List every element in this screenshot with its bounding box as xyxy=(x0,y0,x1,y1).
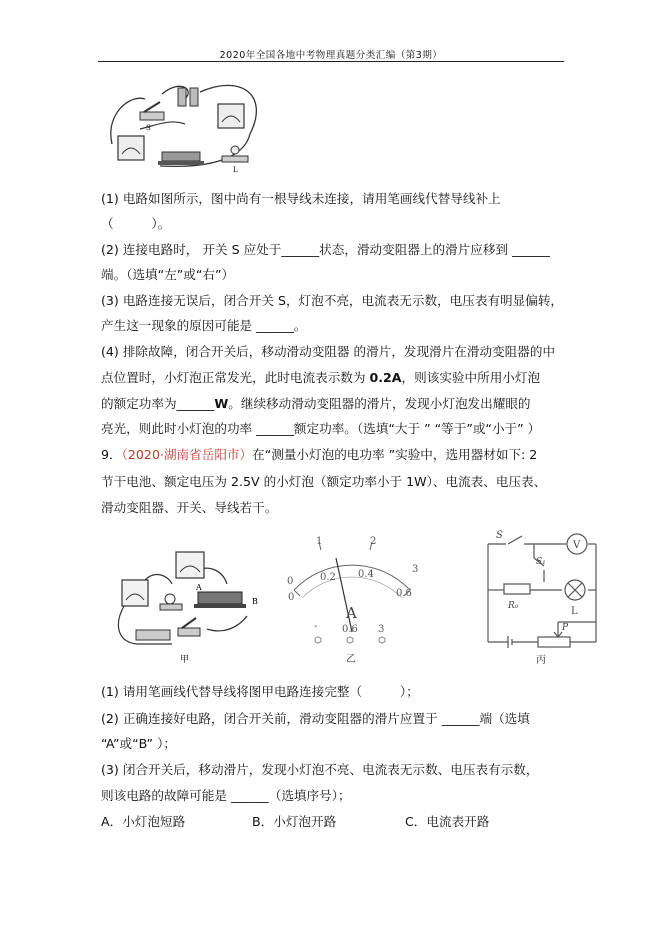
q8-circuit-figure xyxy=(100,74,270,174)
q8-part4-b xyxy=(101,370,540,386)
q8-part2-a: (2) 连接电路时， 开关 S 应处于______状态，滑动变阻器上的滑片应移到 ______ xyxy=(101,242,550,257)
yi-tick-bottom-1: 0.2 xyxy=(320,572,336,583)
q8-part2-b: 端。（选填“左”或“右”） xyxy=(101,267,235,282)
q9-intro-c: 滑动变阻器、开关、导线若干。 xyxy=(101,500,278,515)
bing-label-v: V xyxy=(573,540,581,551)
q9-figure-bing-circuit xyxy=(478,524,606,666)
yi-caption: 乙 xyxy=(346,654,356,665)
yi-tick-top-0: 0 xyxy=(287,576,294,587)
q9-number: 9． xyxy=(101,447,122,462)
q8-part4-c-text2: 。继续移动滑动变阻器的滑片，发现小灯泡发出耀眼的 xyxy=(228,396,531,411)
bing-label-r0: R₀ xyxy=(508,601,519,611)
yi-tick-top-2: 2 xyxy=(370,536,377,547)
q8-part1: (1) 电路如图所示，图中尚有一根导线未连接，请用笔画线代替导线补上 xyxy=(101,191,501,206)
q8-power-unit: W xyxy=(214,396,229,411)
jia-label-a: A xyxy=(196,583,202,592)
q8-part4-d: 亮光，则此时小灯泡的功率 ______额定功率。（选填“大于 ” “等于”或“小于” ） xyxy=(101,421,541,436)
q8-part4-b-text2: ，则该实验中所用小灯泡 xyxy=(401,370,541,385)
q9-part1: (1) 请用笔画线代替导线将图甲电路连接完整（ ）； xyxy=(101,684,419,699)
bing-label-p: P xyxy=(562,623,569,633)
q9-part3-b: 则该电路的故障可能是 ______（选填序号）； xyxy=(101,788,351,803)
q9-option-c: C．电流表开路 xyxy=(405,814,490,829)
q9-intro-text: 在“测量小灯泡的电功率 ”实验中，选用器材如下: 2 xyxy=(252,447,538,462)
jia-caption: 甲 xyxy=(180,655,190,664)
q9-figure-jia xyxy=(112,544,264,664)
jia-label-b: B xyxy=(252,597,258,606)
q9-figure-yi-ammeter xyxy=(272,534,432,666)
yi-tick-top-1: 1 xyxy=(316,536,323,547)
q8-part4-a: (4) 排除故障，闭合开关后，移动滑动变阻器 的滑片，发现滑片在滑动变阻器的中 xyxy=(101,344,556,359)
q8-part4-b-text1: 点位置时，小灯泡正常发光，此时电流表示数为 xyxy=(101,370,370,385)
lamp-label-l: L xyxy=(233,166,238,174)
q8-part3-b: 产生这一现象的原因可能是 ______。 xyxy=(101,318,307,333)
header-rule xyxy=(98,61,564,62)
page-header: 2020年全国各地中考物理真题分类汇编（第3期） xyxy=(219,50,443,61)
q9-part2-b: “A”或“B” ）； xyxy=(101,736,176,751)
yi-terminal-3: 3 xyxy=(378,624,385,635)
q8-part3-a: (3) 电路连接无误后，闭合开关 S，灯泡不亮，电流表无示数，电压表有明显偏转， xyxy=(101,293,564,308)
q9-intro-a xyxy=(101,447,537,463)
q8-part4-c-text1: 的额定功率为______ xyxy=(101,396,215,411)
q9-option-b: B．小灯泡开路 xyxy=(252,814,337,829)
q9-source: （2020·湖南省岳阳市） xyxy=(121,447,253,462)
switch-label-s: S xyxy=(146,124,151,132)
q8-current-value: 0.2A xyxy=(369,370,402,385)
q9-part3-a: (3) 闭合开关后，移动滑片，发现小灯泡不亮、电流表无示数、电压表有示数， xyxy=(101,762,539,777)
q8-part1-blank: （ ）。 xyxy=(101,216,171,231)
q9-part2-a: (2) 正确连接好电路，闭合开关前，滑动变阻器的滑片应置于 ______端（选填 xyxy=(101,711,530,726)
yi-terminal-minus: - xyxy=(314,621,318,632)
yi-tick-top-3: 3 xyxy=(412,564,419,575)
yi-unit-a: A xyxy=(346,604,357,622)
q9-option-a: A．小灯泡短路 xyxy=(101,814,186,829)
yi-terminal-06: 0.6 xyxy=(342,624,358,635)
yi-tick-bottom-0: 0 xyxy=(288,592,295,603)
q9-intro-b: 节干电池、额定电压为 2.5V 的小灯泡（额定功率小于 1W）、电流表、电压表、 xyxy=(101,474,547,489)
bing-caption: 丙 xyxy=(536,655,546,666)
bing-label-l: L xyxy=(571,606,578,617)
yi-tick-bottom-2: 0.4 xyxy=(358,569,374,580)
bing-label-s: S xyxy=(496,530,503,541)
q8-part4-c xyxy=(101,396,531,412)
yi-tick-bottom-3: 0.6 xyxy=(396,588,412,599)
bing-label-s1: S₁ xyxy=(536,557,546,567)
